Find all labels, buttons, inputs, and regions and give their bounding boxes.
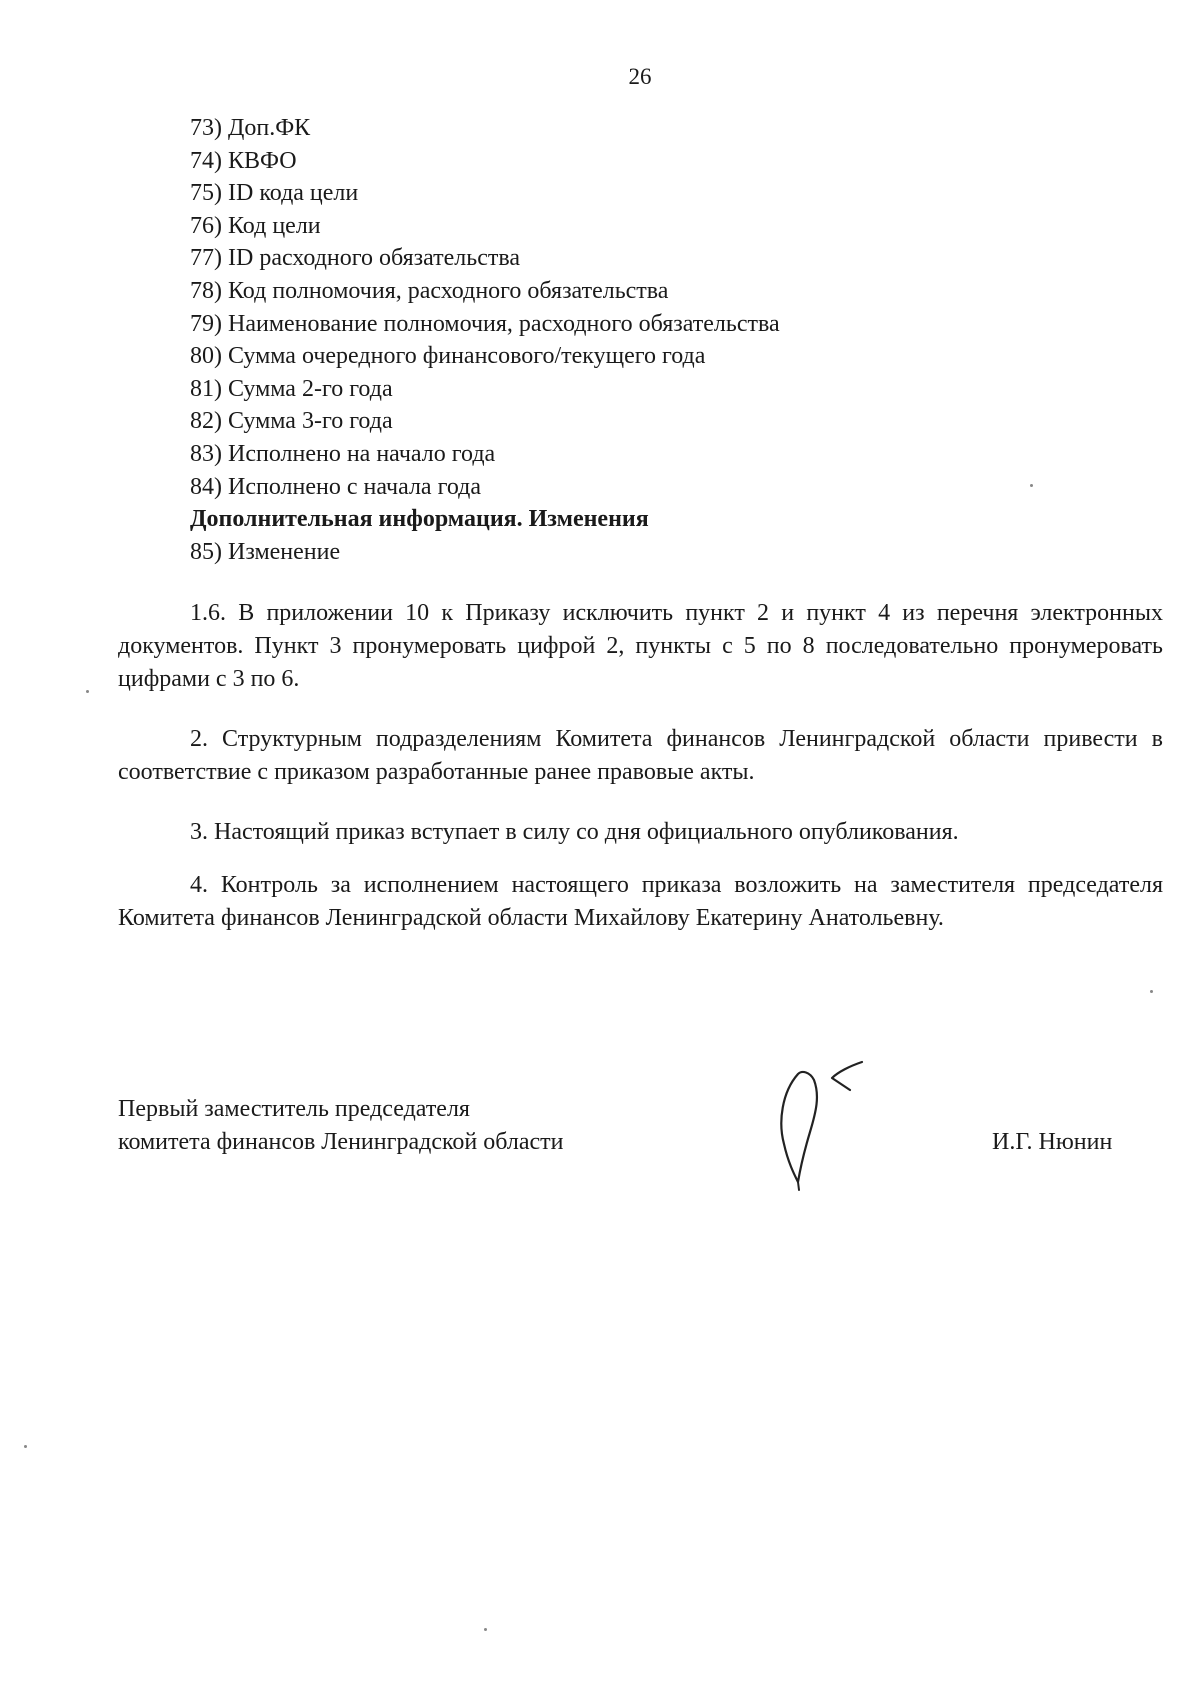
scan-speck xyxy=(86,690,89,693)
list-item: 83) Исполнено на начало года xyxy=(190,440,496,467)
list-item: 73) Доп.ФК xyxy=(190,115,311,141)
handwritten-signature xyxy=(770,1052,880,1192)
list-item: 82) Сумма 3-го года xyxy=(190,408,393,435)
section-heading: Дополнительная информация. Изменения xyxy=(190,506,649,533)
scan-speck xyxy=(1030,484,1033,487)
list-item: 76) Код цели xyxy=(190,212,321,239)
list-item: 74) КВФО xyxy=(190,147,297,174)
paragraph-2: 2. Структурным подразделениям Комитета финансов Ленинградской области привести в соответствие с приказом разработанные ранее правовые акты. xyxy=(118,726,1163,785)
list-item: 85) Изменение xyxy=(190,538,341,565)
paragraph-3: 3. Настоящий приказ вступает в силу со дня официального опубликования. xyxy=(190,819,959,845)
field-list xyxy=(190,112,1090,568)
page-number: 26 xyxy=(628,64,652,89)
list-item: 81) Сумма 2-го года xyxy=(190,375,393,402)
paragraph-4: 4. Контроль за исполнением настоящего приказа возложить на заместителя председателя Комитета финансов Ленинградской области Михайлову Екатерину Анатольевну. xyxy=(118,872,1163,931)
signer-position xyxy=(118,1093,563,1159)
signer-position-line: Первый заместитель председателя xyxy=(118,1096,470,1122)
list-item: 79) Наименование полномочия, расходного обязательства xyxy=(190,310,780,337)
scan-speck xyxy=(24,1445,27,1448)
list-item: 80) Сумма очередного финансового/текущего года xyxy=(190,343,706,370)
list-item: 77) ID расходного обязательства xyxy=(190,245,521,272)
paragraph-1-6: 1.6. В приложении 10 к Приказу исключить пункт 2 и пункт 4 из перечня электронных документов. Пункт 3 пронумеровать цифрой 2, пункты с 5 по 8 последовательно пронумеровать цифрами с 3 по 6. xyxy=(118,600,1163,692)
list-item: 78) Код полномочия, расходного обязательства xyxy=(190,277,669,304)
scan-speck xyxy=(1150,990,1153,993)
list-item: 75) ID кода цели xyxy=(190,180,359,207)
signer-name: И.Г. Нюнин xyxy=(992,1129,1113,1155)
list-item: 84) Исполнено с начала года xyxy=(190,473,481,500)
signer-position-line: комитета финансов Ленинградской области xyxy=(118,1129,564,1155)
scan-speck xyxy=(484,1628,487,1631)
